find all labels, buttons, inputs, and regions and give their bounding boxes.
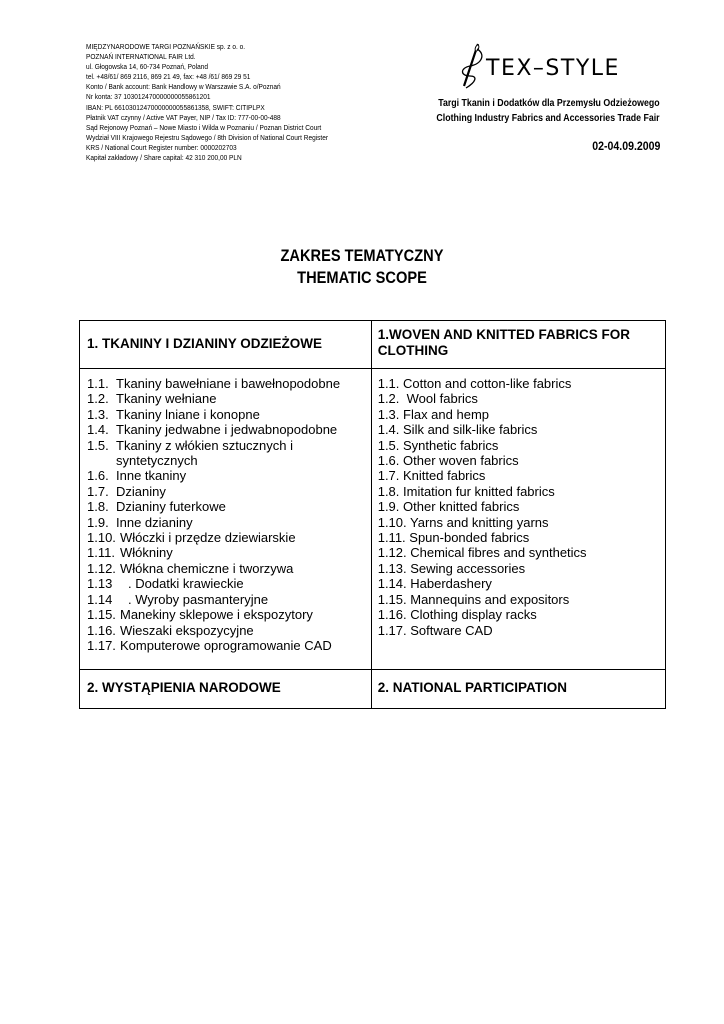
- list-item: [87, 623, 371, 638]
- item-number: 1.2.: [87, 391, 109, 407]
- list-item: [87, 453, 371, 468]
- item-text: Włóczki i przędze dziewiarskie: [120, 530, 296, 546]
- company-line: MIĘDZYNARODOWE TARGI POZNAŃSKIE sp. z o. o.: [86, 42, 246, 51]
- thematic-scope-table: [79, 320, 666, 709]
- header-en-line: 1.WOVEN AND KNITTED FABRICS FOR: [377, 327, 630, 342]
- footer-cell-pl: [80, 670, 372, 709]
- item-text: Komputerowe oprogramowanie CAD: [120, 637, 332, 653]
- company-line: Kapitał zakładowy / Share capital: 42 310 200,00 PLN: [86, 153, 242, 163]
- list-cell-en: [371, 369, 665, 670]
- fair-name-pl: Targi Tkanin i Dodatków dla Przemysłu Odzieżowego: [438, 98, 660, 109]
- list-item: [87, 638, 371, 653]
- header-pl: 1. TKANINY I DZIANINY ODZIEŻOWE: [87, 336, 323, 351]
- item-number: 1.11.: [87, 545, 115, 561]
- footer-cell-en: [371, 670, 665, 709]
- item-number: 1.9.: [87, 514, 109, 530]
- list-item: [87, 468, 371, 483]
- company-line: Konto / Bank account: Bank Handlowy w Warszawie S.A. o/Poznań: [86, 82, 281, 92]
- company-line: Sąd Rejonowy Poznań – Nowe Miasto i Wilda w Poznaniu / Poznan District Court: [86, 122, 322, 132]
- footer-en: 2. NATIONAL PARTICIPATION: [377, 680, 567, 695]
- item-number: 1.4.: [87, 422, 109, 438]
- item-text: Włókniny: [120, 545, 173, 561]
- item-number: [87, 453, 116, 468]
- list-item: 1.6. Other woven fabrics: [377, 453, 519, 469]
- list-item: [87, 561, 371, 576]
- list-item: 1.1. Cotton and cotton-like fabrics: [377, 376, 572, 391]
- table-list-row: [80, 369, 666, 670]
- table-header-row: [80, 321, 666, 369]
- list-item: [87, 515, 371, 530]
- company-line: ul. Głogowska 14, 60-734 Poznań, Poland: [86, 62, 208, 72]
- list-item: 1.10. Yarns and knitting yarns: [377, 514, 549, 530]
- table-footer-row: [80, 670, 666, 709]
- item-number: 1.14: [87, 591, 113, 607]
- item-text: Inne dzianiny: [116, 514, 193, 530]
- list-item: 1.13. Sewing accessories: [377, 560, 526, 576]
- list-item: 1.16. Clothing display racks: [377, 607, 537, 623]
- item-number: 1.12.: [87, 560, 116, 576]
- item-number: 1.10.: [87, 530, 116, 546]
- list-item: 1.2. Wool fabrics: [377, 391, 478, 407]
- page-title-pl: ZAKRES TEMATYCZNY: [280, 246, 444, 265]
- item-text: Dzianiny: [116, 483, 166, 499]
- company-line: IBAN: PL 66103012470000000055861358, SWIFT: CITIPLPX: [86, 102, 265, 112]
- fair-name: [437, 96, 660, 126]
- item-text: Tkaniny wełniane: [116, 391, 217, 407]
- page-title-en: THEMATIC SCOPE: [297, 268, 427, 287]
- company-line: Nr konta: 37 103012470000000055861201: [86, 92, 211, 102]
- list-item: 1.7. Knitted fabrics: [377, 468, 486, 484]
- item-text: . Wyroby pasmanteryjne: [128, 591, 269, 607]
- list-item: [87, 530, 371, 545]
- list-item: [87, 484, 371, 499]
- company-line: Płatnik VAT czynny / Active VAT Payer, NIP / Tax ID: 777-00-00-488: [86, 112, 281, 122]
- header-en: [372, 321, 665, 359]
- item-number: 1.3.: [87, 406, 109, 422]
- item-text: Włókna chemiczne i tworzywa: [120, 560, 294, 576]
- list-item: 1.11. Spun-bonded fabrics: [377, 530, 530, 546]
- list-item: 1.3. Flax and hemp: [377, 406, 490, 422]
- company-line: KRS / National Court Register number: 0000202703: [86, 142, 237, 152]
- company-line: tel. +48/61/ 869 2116, 869 21 49, fax: +48 /61/ 869 29 51: [86, 72, 251, 82]
- item-number: 1.1.: [87, 376, 109, 391]
- company-line: POZNAŃ INTERNATIONAL FAIR Ltd.: [86, 52, 196, 62]
- item-text: Tkaniny lniane i konopne: [116, 406, 260, 422]
- list-item: 1.8. Imitation fur knitted fabrics: [377, 483, 555, 499]
- list-item: [87, 391, 371, 406]
- list-item: [87, 592, 371, 607]
- tex-style-logo: [456, 42, 666, 92]
- company-details: [86, 42, 361, 163]
- list-item: 1.9. Other knitted fabrics: [377, 499, 520, 515]
- item-text: Tkaniny jedwabne i jedwabnopodobne: [116, 422, 338, 438]
- fair-dates: 02-04.09.2009: [591, 139, 660, 153]
- logo-text: TEX–STYLE: [486, 56, 620, 81]
- needle-thread-icon: [456, 42, 490, 92]
- company-line: Wydział VIII Krajowego Rejestru Sądowego / 8th Division of National Court Register: [86, 132, 329, 142]
- item-number: 1.8.: [87, 499, 109, 515]
- item-number: 1.17.: [87, 637, 116, 653]
- header-cell-en: [371, 321, 665, 369]
- list-pl: [80, 369, 371, 653]
- list-item: 1.4. Silk and silk-like fabrics: [377, 422, 538, 438]
- item-number: 1.5.: [87, 437, 109, 453]
- item-number: 1.7.: [87, 483, 109, 499]
- list-item: 1.15. Mannequins and expositors: [377, 591, 570, 607]
- item-text: Tkaniny bawełniane i bawełnopodobne: [116, 376, 341, 391]
- item-text: syntetycznych: [116, 453, 198, 469]
- list-item: [87, 576, 371, 591]
- item-text: Manekiny sklepowe i ekspozytory: [120, 607, 313, 623]
- list-item: 1.5. Synthetic fabrics: [377, 437, 499, 453]
- item-number: 1.16.: [87, 622, 116, 638]
- list-item: [87, 545, 371, 560]
- list-item: [87, 407, 371, 422]
- list-item: 1.14. Haberdashery: [377, 576, 492, 592]
- item-text: . Dodatki krawieckie: [128, 576, 244, 592]
- list-item: [87, 438, 371, 453]
- list-item: [87, 607, 371, 622]
- header-cell-pl: [80, 321, 372, 369]
- list-cell-pl: [80, 369, 372, 670]
- list-item: [87, 499, 371, 514]
- list-item: 1.12. Chemical fibres and synthetics: [377, 545, 587, 561]
- fair-name-en: Clothing Industry Fabrics and Accessories Trade Fair: [436, 113, 660, 124]
- item-text: Tkaniny z włókien sztucznych i: [116, 437, 294, 453]
- item-number: 1.6.: [87, 468, 109, 484]
- list-en: [372, 369, 665, 638]
- item-text: Wieszaki ekspozycyjne: [120, 622, 254, 638]
- item-number: 1.13: [87, 576, 113, 592]
- footer-pl: 2. WYSTĄPIENIA NARODOWE: [87, 680, 281, 695]
- item-text: Inne tkaniny: [116, 468, 187, 484]
- item-number: 1.15.: [87, 607, 116, 623]
- list-item: [87, 376, 371, 391]
- header-en-line: CLOTHING: [377, 343, 449, 358]
- list-item: [87, 422, 371, 437]
- item-text: Dzianiny futerkowe: [116, 499, 226, 515]
- list-item: 1.17. Software CAD: [377, 622, 493, 638]
